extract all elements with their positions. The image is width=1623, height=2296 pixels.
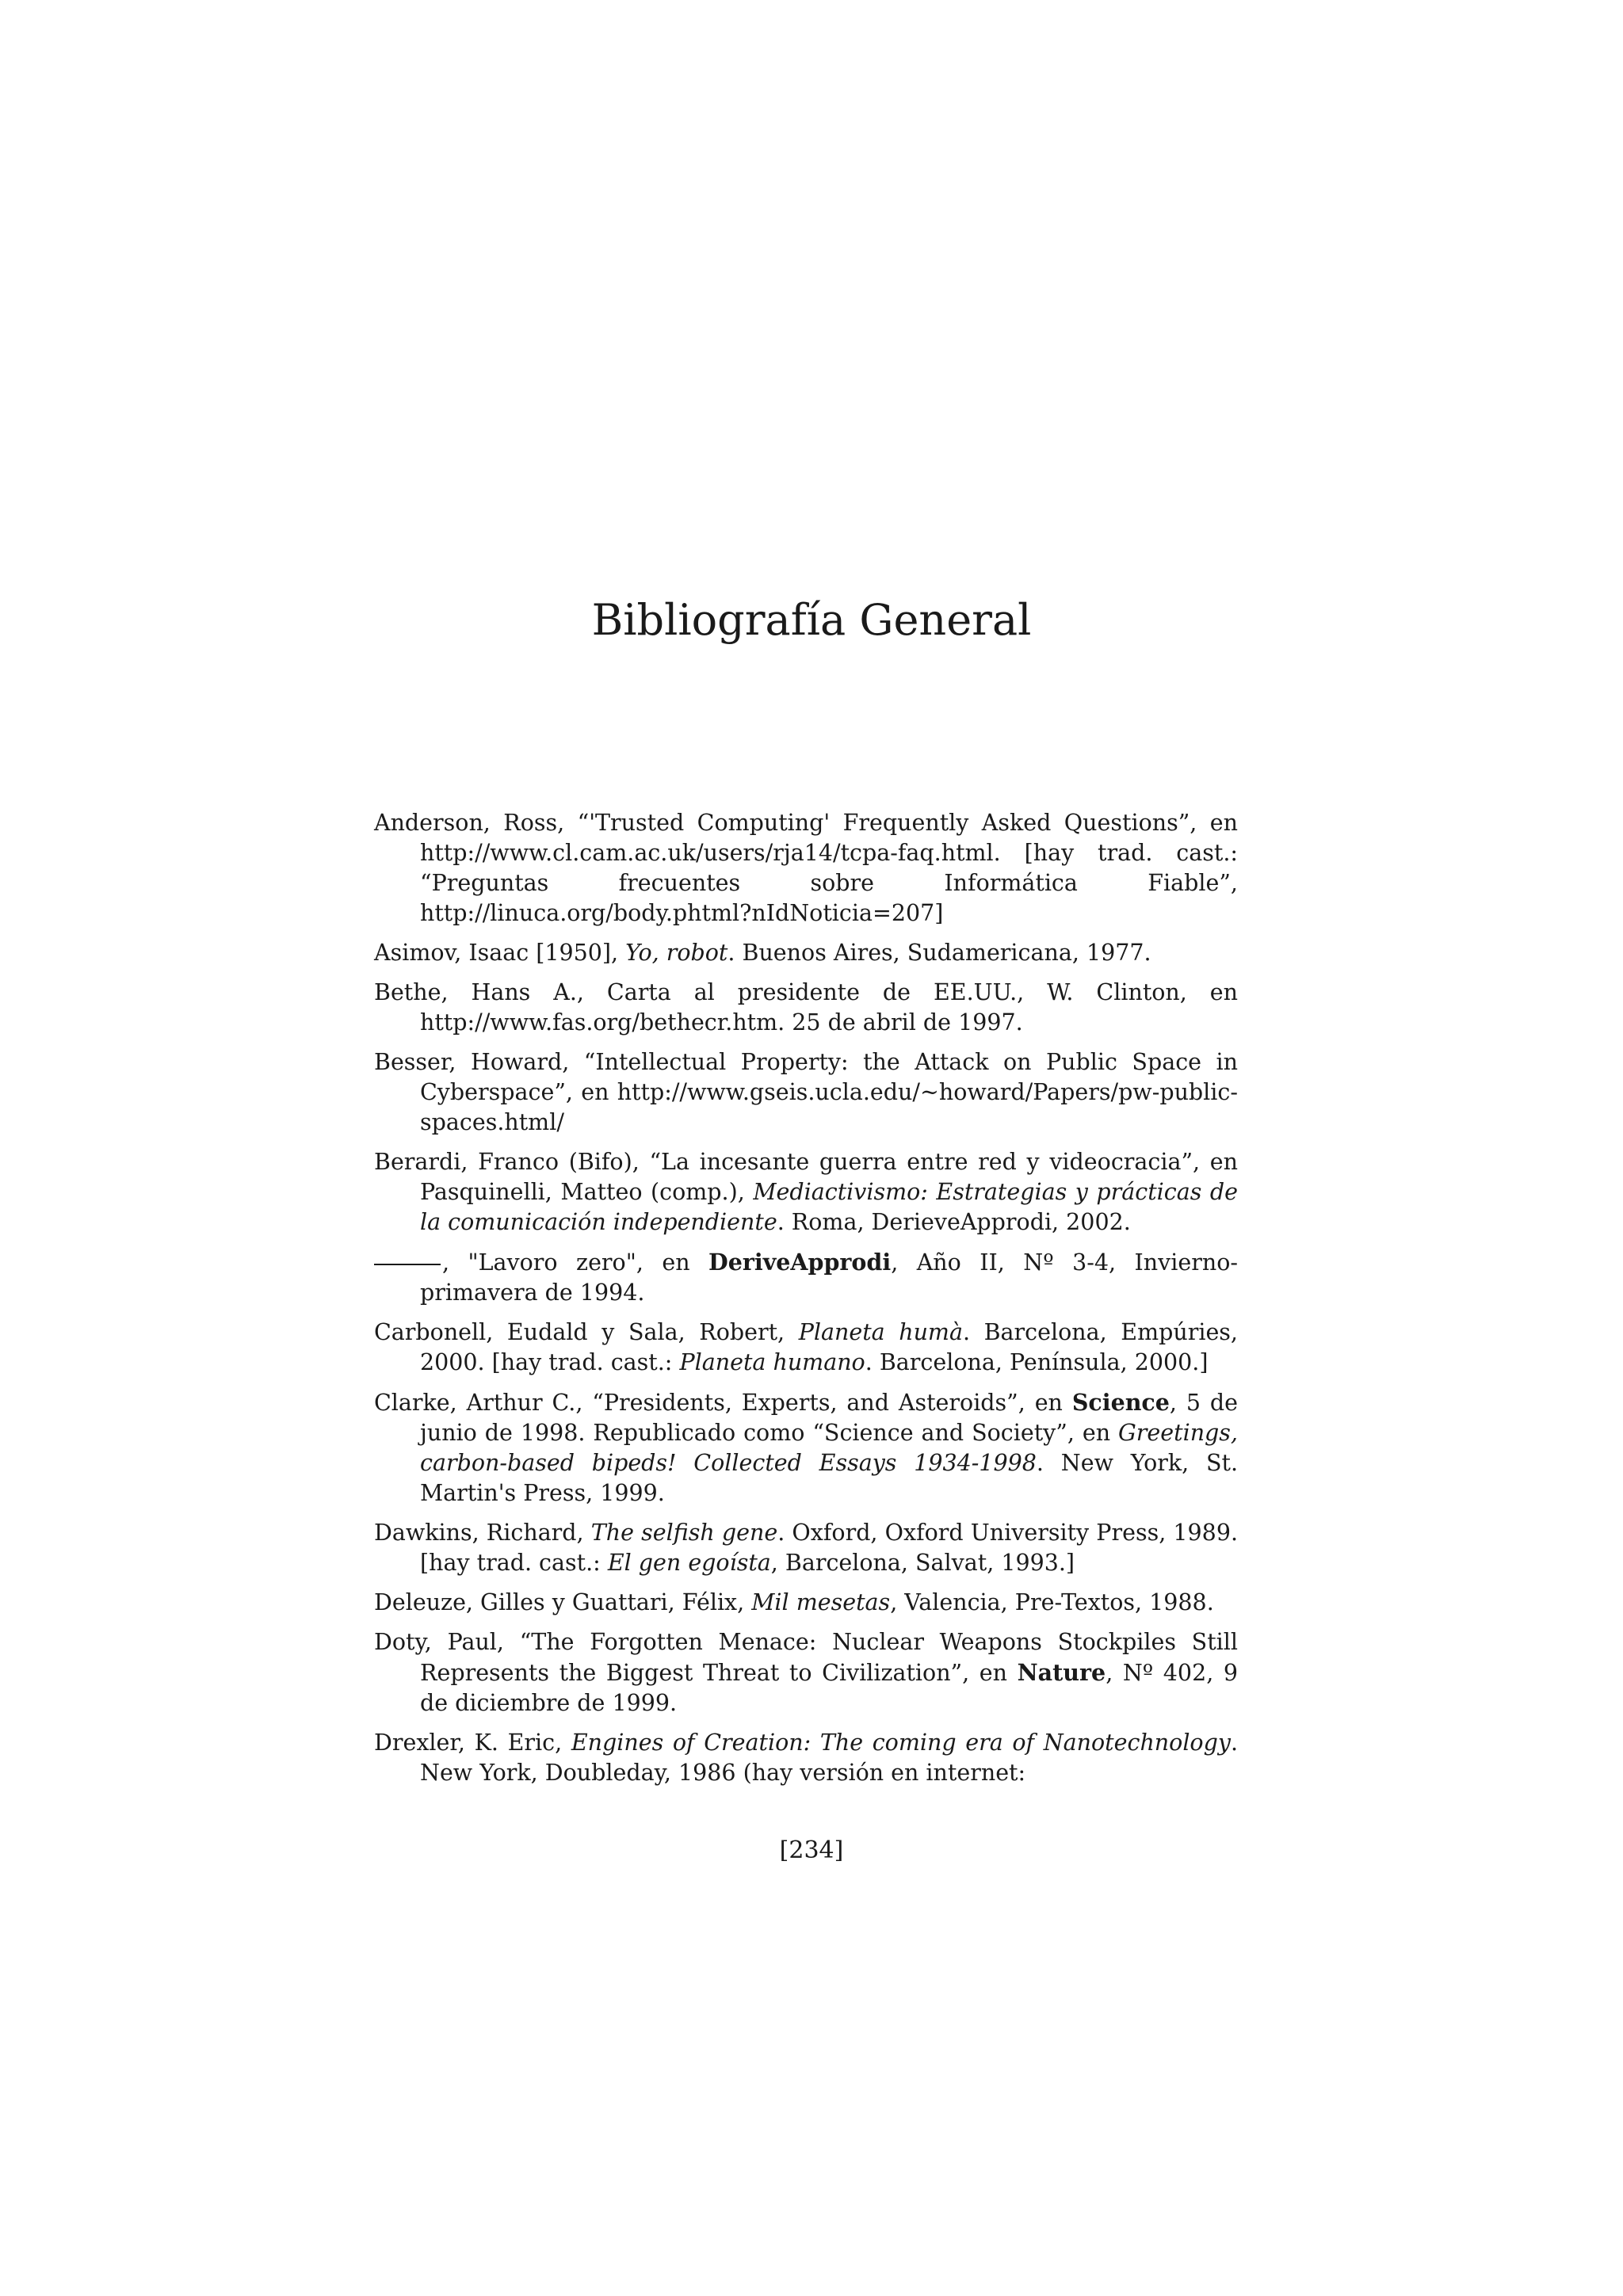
bib-entry-drexler bbox=[374, 1728, 1238, 1788]
page-number: [234] bbox=[779, 1836, 844, 1864]
bib-title: Engines of Creation: The coming era of Nanotechnology bbox=[571, 1730, 1231, 1756]
bib-author: Drexler, K. Eric, bbox=[374, 1730, 571, 1756]
bib-text: , "Lavoro zero", en bbox=[442, 1249, 709, 1276]
page-title: Bibliografía General bbox=[591, 595, 1032, 645]
bib-author: Clarke, Arthur C., bbox=[374, 1390, 593, 1416]
repeat-author-dash bbox=[374, 1264, 441, 1265]
bib-text: “Intellectual Property: the Attack on Public Space in Cyberspace”, en http://www.gseis.ucla.edu/~howard/Papers/pw-public-spaces.html/ bbox=[420, 1049, 1238, 1135]
bib-journal: Nature bbox=[1017, 1659, 1106, 1686]
bib-text: , 5 de junio de 1998. Republicado como “Science and Society”, en bbox=[420, 1390, 1238, 1446]
bib-entry-berardi-2 bbox=[374, 1247, 1238, 1308]
bib-entry-berardi bbox=[374, 1147, 1238, 1238]
bib-entry-doty bbox=[374, 1627, 1238, 1718]
bib-text: “'Trusted Computing' Frequently Asked Questions”, en http://www.cl.cam.ac.uk/users/rja14/tcpa-faq.html. [hay trad. cast.: “Preguntas frecuentes sobre Informática Fiable”, http://linuca.org/body.phtml?nIdNoticia=207] bbox=[420, 810, 1238, 926]
bib-text: . New York, Doubleday, 1986 (hay versión en internet: bbox=[420, 1730, 1238, 1786]
bib-author: Dawkins, Richard, bbox=[374, 1520, 591, 1546]
bib-author: Berardi, Franco (Bifo), bbox=[374, 1149, 650, 1175]
bib-text: , Nº 402, 9 de diciembre de 1999. bbox=[420, 1660, 1238, 1716]
bib-entry-clarke bbox=[374, 1387, 1238, 1508]
bib-author: Besser, Howard, bbox=[374, 1049, 584, 1075]
bib-journal: Science bbox=[1071, 1389, 1170, 1416]
bib-title: Mil mesetas bbox=[751, 1589, 891, 1615]
bib-text: . Barcelona, Empúries, 2000. [hay trad. cast.: bbox=[420, 1319, 1238, 1375]
bib-text: , Barcelona, Salvat, 1993.] bbox=[770, 1550, 1075, 1576]
bib-title: Planeta humà bbox=[798, 1319, 963, 1345]
bib-text: . Roma, DerieveApprodi, 2002. bbox=[777, 1209, 1131, 1235]
bib-author: Bethe, Hans A., bbox=[374, 979, 607, 1005]
bib-text: . Oxford, Oxford University Press, 1989. [hay trad. cast.: bbox=[420, 1520, 1239, 1576]
bib-title: The selfish gene bbox=[590, 1520, 778, 1546]
bib-title: Yo, robot bbox=[625, 940, 728, 966]
bib-title: Planeta humano bbox=[679, 1349, 865, 1375]
bib-title: El gen egoísta bbox=[607, 1550, 771, 1576]
bib-author: Anderson, Ross, bbox=[374, 810, 578, 836]
bib-entry-dawkins bbox=[374, 1518, 1238, 1578]
bib-text: Carta al presidente de EE.UU., W. Clinton, en http://www.fas.org/bethecr.htm. 25 de abril de 1997. bbox=[420, 979, 1239, 1035]
bib-text: “The Forgotten Menace: Nuclear Weapons Stockpiles Still Represents the Biggest Threat to Civilization”, en bbox=[420, 1629, 1239, 1686]
bib-author: Deleuze, Gilles y Guattari, Félix, bbox=[374, 1589, 752, 1615]
bib-journal: DeriveApprodi bbox=[708, 1249, 892, 1276]
bib-text: “Presidents, Experts, and Asteroids”, en bbox=[592, 1390, 1072, 1416]
bib-title: Greetings, carbon-based bipeds! Collected Essays 1934-1998 bbox=[420, 1420, 1238, 1476]
bib-entry-bethe bbox=[374, 978, 1238, 1038]
bib-author: Carbonell, Eudald y Sala, Robert, bbox=[374, 1319, 799, 1345]
bib-text: . Barcelona, Península, 2000.] bbox=[865, 1349, 1209, 1375]
bib-entry-besser bbox=[374, 1047, 1238, 1138]
bib-text: . Buenos Aires, Sudamericana, 1977. bbox=[727, 940, 1151, 966]
bib-author: Asimov, Isaac [1950], bbox=[374, 940, 626, 966]
bib-text: “La incesante guerra entre red y videocracia”, en Pasquinelli, Matteo (comp.), bbox=[420, 1149, 1238, 1205]
bib-text: , Valencia, Pre-Textos, 1988. bbox=[890, 1589, 1214, 1615]
bibliography-list bbox=[374, 808, 1238, 1798]
bib-entry-carbonell bbox=[374, 1318, 1238, 1378]
bib-author: Doty, Paul, bbox=[374, 1629, 520, 1655]
bib-entry-asimov bbox=[374, 938, 1238, 968]
bib-text: . New York, St. Martin's Press, 1999. bbox=[420, 1450, 1239, 1506]
bib-title: Mediactivismo: Estrategias y prácticas de la comunicación independiente bbox=[420, 1179, 1239, 1235]
bib-entry-deleuze bbox=[374, 1588, 1238, 1618]
bib-text: , Año II, Nº 3-4, Invierno-primavera de 1994. bbox=[420, 1249, 1238, 1306]
bib-entry-anderson bbox=[374, 808, 1238, 929]
